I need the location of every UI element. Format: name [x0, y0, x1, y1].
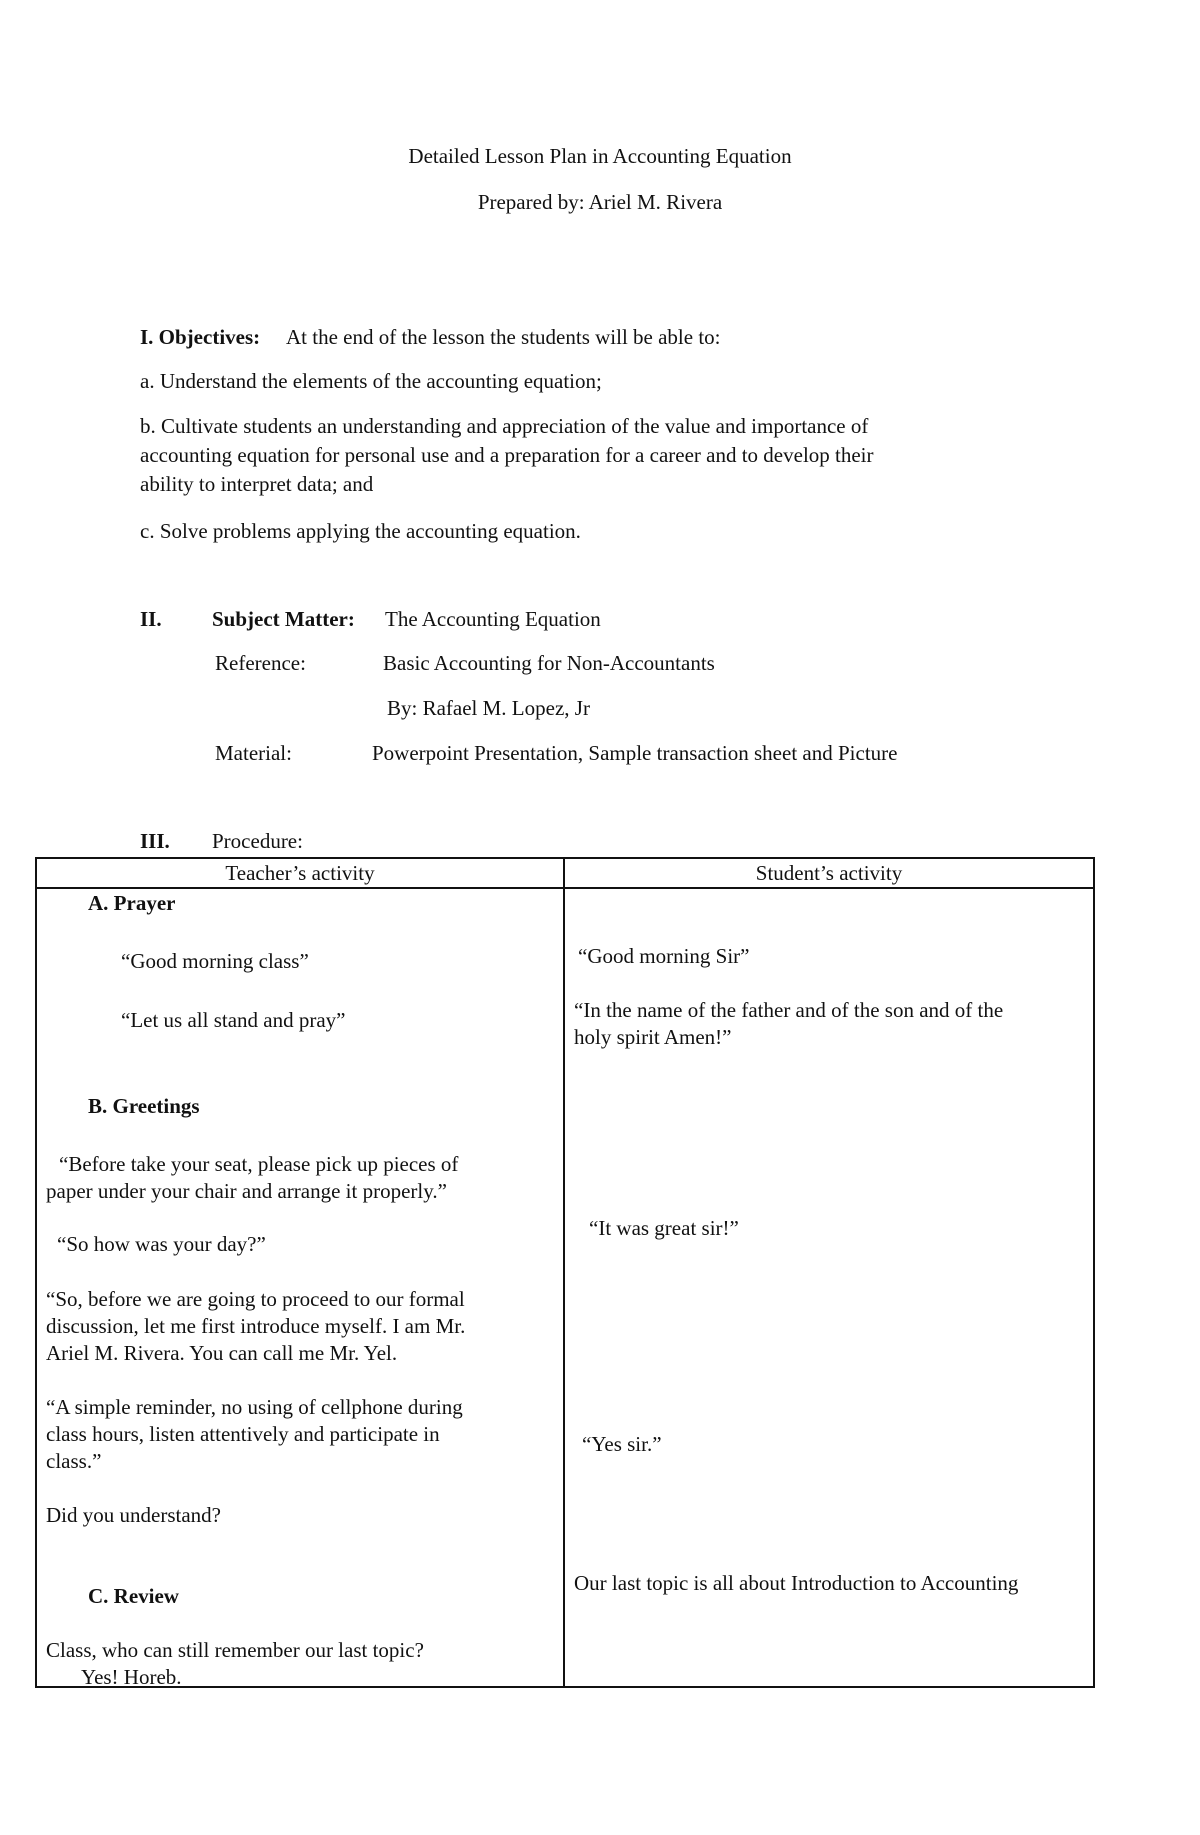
document-title: Detailed Lesson Plan in Accounting Equation: [408, 144, 792, 168]
teacher-day-question: “So how was your day?”: [57, 1232, 266, 1256]
teacher-call-student: Yes! Horeb.: [81, 1665, 182, 1689]
objective-b-line1: b. Cultivate students an understanding and appreciation of the value and importance of: [140, 414, 869, 438]
teacher-review-question: Class, who can still remember our last topic?: [46, 1638, 424, 1662]
objectives-label: I. Objectives:: [140, 325, 261, 349]
teacher-reminder-line1: “A simple reminder, no using of cellphone during: [46, 1395, 463, 1419]
student-review-answer: Our last topic is all about Introduction to Accounting: [574, 1571, 1019, 1595]
objective-c: c. Solve problems applying the accounting equation.: [140, 519, 581, 543]
reference-value: Basic Accounting for Non-Accountants: [383, 651, 715, 675]
teacher-understand-question: Did you understand?: [46, 1503, 221, 1527]
teacher-reminder-line2: class hours, listen attentively and participate in: [46, 1422, 440, 1446]
header-divider: [37, 887, 1093, 889]
procedure-number: III.: [140, 829, 170, 853]
column-divider: [563, 859, 565, 1686]
procedure-table: [35, 857, 1095, 1688]
student-day-answer: “It was great sir!”: [589, 1216, 739, 1240]
material-value: Powerpoint Presentation, Sample transaction sheet and Picture: [372, 741, 898, 765]
objective-b-line3: ability to interpret data; and: [140, 472, 374, 496]
student-prayer-line1: “In the name of the father and of the son and of the: [574, 998, 1004, 1022]
subject-label: Subject Matter:: [212, 607, 355, 631]
teacher-reminder-line3: class.”: [46, 1449, 102, 1473]
objectives-intro: At the end of the lesson the students will be able to:: [286, 325, 721, 349]
student-yes-answer: “Yes sir.”: [582, 1432, 662, 1456]
teacher-intro-line2: discussion, let me first introduce myself. I am Mr.: [46, 1314, 466, 1338]
teacher-seat-instruction-line2: paper under your chair and arrange it properly.”: [46, 1179, 447, 1203]
student-column-header: Student’s activity: [755, 861, 903, 885]
prepared-by: Prepared by: Ariel M. Rivera: [477, 190, 723, 214]
teacher-pray-instruction: “Let us all stand and pray”: [121, 1008, 346, 1032]
teacher-column-header: Teacher’s activity: [225, 861, 375, 885]
student-prayer-line2: holy spirit Amen!”: [574, 1025, 732, 1049]
teacher-intro-line3: Ariel M. Rivera. You can call me Mr. Yel.: [46, 1341, 398, 1365]
objective-b-line2: accounting equation for personal use and a preparation for a career and to develop their: [140, 443, 874, 467]
reference-author: By: Rafael M. Lopez, Jr: [387, 696, 590, 720]
material-label: Material:: [215, 741, 292, 765]
subject-number: II.: [140, 607, 162, 631]
student-greeting: “Good morning Sir”: [578, 944, 750, 968]
procedure-label: Procedure:: [212, 829, 303, 853]
reference-label: Reference:: [215, 651, 306, 675]
objective-a: a. Understand the elements of the accounting equation;: [140, 369, 602, 393]
review-heading: C. Review: [88, 1584, 179, 1608]
teacher-seat-instruction-line1: “Before take your seat, please pick up pieces of: [59, 1152, 459, 1176]
prayer-heading: A. Prayer: [88, 891, 176, 915]
greetings-heading: B. Greetings: [88, 1094, 200, 1118]
teacher-greeting: “Good morning class”: [121, 949, 309, 973]
subject-value: The Accounting Equation: [385, 607, 601, 631]
teacher-intro-line1: “So, before we are going to proceed to our formal: [46, 1287, 465, 1311]
